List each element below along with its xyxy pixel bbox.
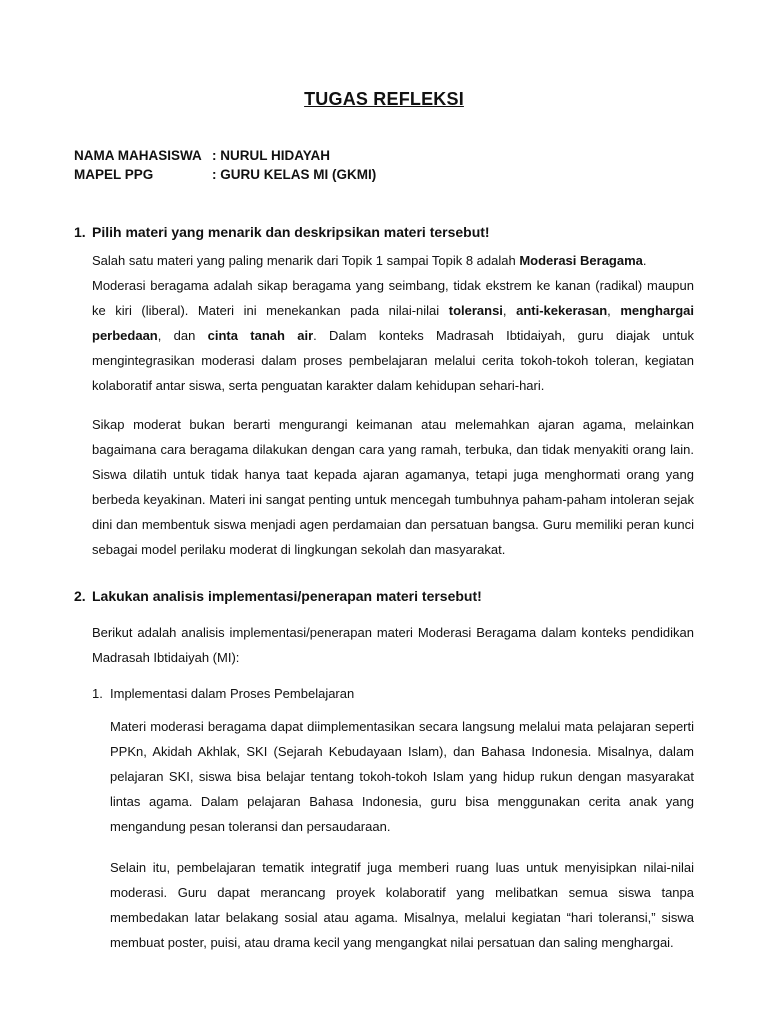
section-1-paragraph-2: Sikap moderat bukan berarti mengurangi keimanan atau melemahkan ajaran agama, melainkan bagaimana cara beragama dilakukan dengan cara yang ramah, terbuka, dan tidak menyakiti orang lain. Siswa dilatih untuk tidak hanya taat kepada ajaran agamanya, tetapi juga menghormati orang yang berbeda keyakinan. Materi ini sangat penting untuk mencegah tumbuhnya paham-paham intoleran sejak dini dan membentuk siswa menjadi agen perdamaian dan persatuan bangsa. Guru memiliki peran kunci sebagai model perilaku moderat di lingkungan sekolah dan masyarakat. [92, 417, 694, 557]
subject-value: : GURU KELAS MI (GKMI) [212, 167, 377, 182]
section-2-number: 2. [74, 588, 86, 604]
subsection-1-paragraph-2: Selain itu, pembelajaran tematik integratif juga memberi ruang luas untuk menyisipkan nilai-nilai moderasi. Guru dapat merancang proyek kolaboratif yang melibatkan semua siswa tanpa membedakan latar belakang sosial atau agama. Misalnya, melalui kegiatan “hari toleransi,” siswa membuat poster, puisi, atau drama kecil yang mengangkat nilai persatuan dan saling menghargai. [110, 860, 694, 950]
p1-text-j: , dan [157, 328, 208, 343]
section-1-title: Pilih materi yang menarik dan deskripsikan materi tersebut! [92, 224, 490, 240]
section-2-heading [74, 588, 482, 604]
p1-text-f: , [502, 303, 517, 318]
p1-text-h: , [607, 303, 621, 318]
subject-row [74, 165, 376, 184]
p1-text-a: Salah satu materi yang paling menarik dari Topik 1 sampai Topik 8 adalah [92, 253, 520, 268]
subject-label: MAPEL PPG [74, 167, 154, 182]
document-title: TUGAS REFLEKSI [304, 89, 464, 109]
subsection-1-paragraph-1: Materi moderasi beragama dapat diimplementasikan secara langsung melalui mata pelajaran seperti PPKn, Akidah Akhlak, SKI (Sejarah Kebudayaan Islam), dan Bahasa Indonesia. Misalnya, dalam pelajaran SKI, siswa bisa belajar tentang tokoh-tokoh Islam yang hidup rukun dengan masyarakat lintas agama. Dalam pelajaran Bahasa Indonesia, guru bisa menggunakan cerita anak yang mengandung pesan toleransi dan persaudaraan. [110, 719, 694, 834]
student-name-label: NAMA MAHASISWA [74, 148, 202, 163]
subsection-1-number: 1. [92, 686, 103, 701]
p1-text-l: . Dalam konteks Madrasah Ibtidaiyah, guru diajak untuk mengintegrasikan moderasi dalam proses pembelajaran melalui cerita tokoh-tokoh toleran, kegiatan kolaboratif antar siswa, serta penguatan karakter dalam kehidupan sehari-hari. [92, 328, 695, 393]
student-name-row [74, 146, 376, 165]
subsection-1-title: Implementasi dalam Proses Pembelajaran [110, 686, 355, 701]
section-2-title: Lakukan analisis implementasi/penerapan materi tersebut! [92, 588, 482, 604]
section-2-intro: Berikut adalah analisis implementasi/penerapan materi Moderasi Beragama dalam konteks pendidikan Madrasah Ibtidaiyah (MI): [92, 625, 694, 665]
section-1-paragraph-1 [92, 248, 694, 398]
p1-text-d: Moderasi beragama adalah sikap beragama yang seimbang, tidak ekstrem ke kanan (radikal) maupun ke kiri (liberal). Materi ini menekankan pada nilai-nilai [92, 278, 694, 318]
p1-bold-anti-kekerasan: anti-kekerasan [516, 303, 608, 318]
p1-bold-moderasi: Moderasi Beragama [519, 253, 643, 268]
p1-bold-cinta-tanah-air: cinta tanah air [207, 328, 314, 343]
p1-bold-menghargai: menghargai perbedaan [92, 303, 695, 343]
student-info [74, 146, 376, 184]
student-name-value: : NURUL HIDAYAH [212, 148, 331, 163]
p1-text-c: . [642, 253, 647, 268]
subsection-1-heading [92, 686, 354, 701]
section-1-number: 1. [74, 224, 86, 240]
section-1-heading [74, 224, 490, 240]
p1-bold-toleransi: toleransi [448, 303, 503, 318]
